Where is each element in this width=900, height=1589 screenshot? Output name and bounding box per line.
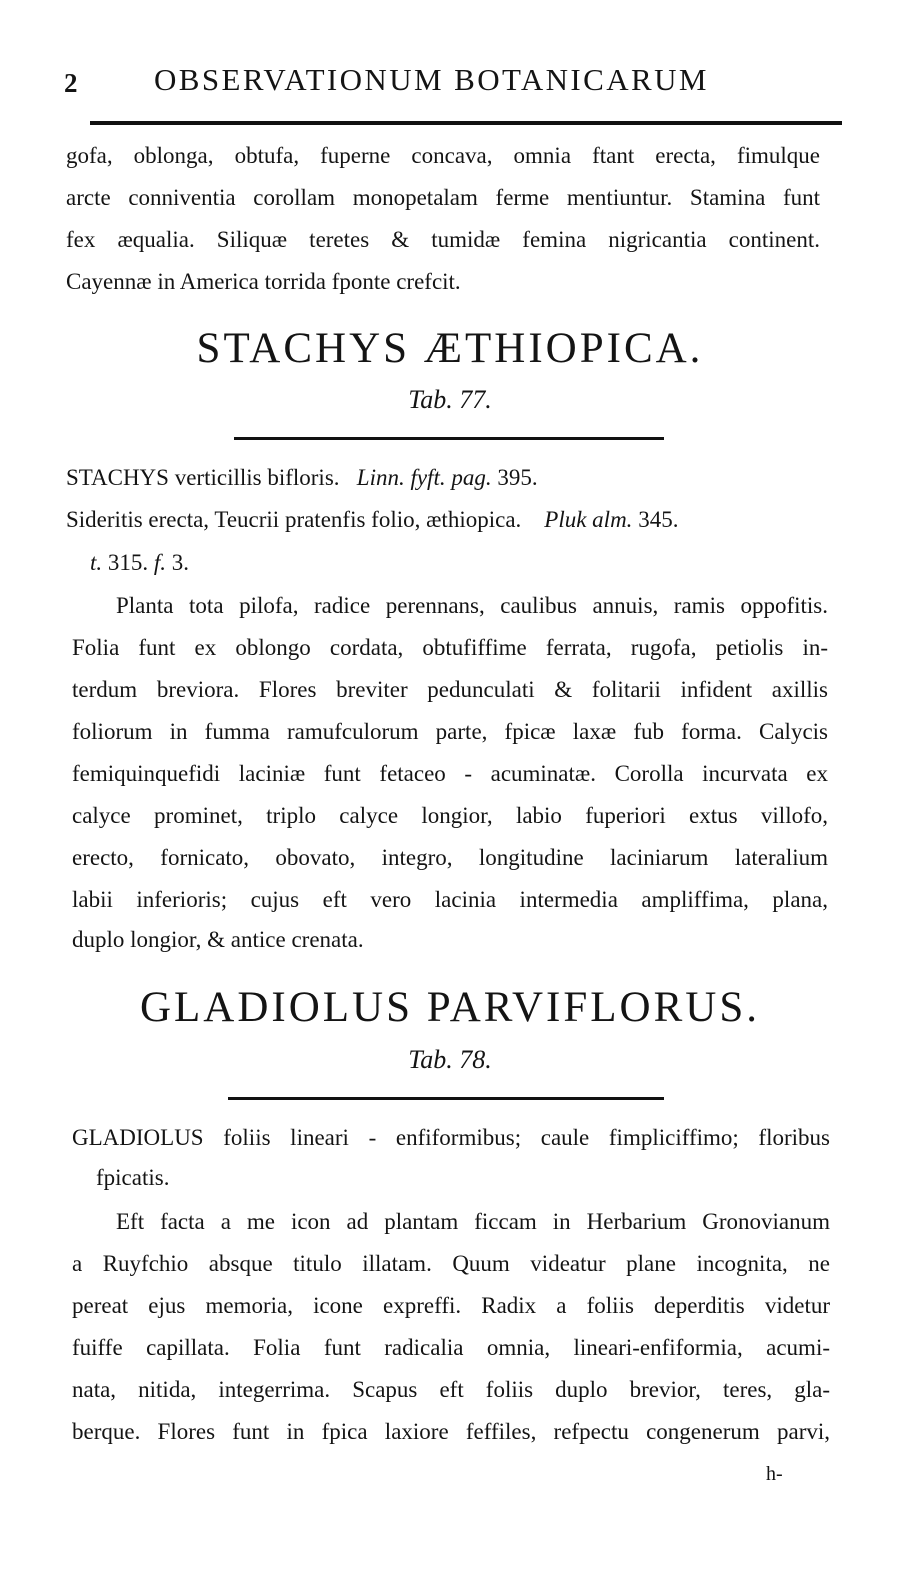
description-line: a Ruyfchio absque titulo illatam. Quum videatur plane incognita, ne — [72, 1251, 830, 1276]
synonym-reference: Pluk alm. — [544, 507, 633, 532]
synonym-figure: 3. — [171, 550, 190, 575]
description-line: foliorum in fumma ramufculorum parte, fpicæ laxæ fub forma. Calycis — [72, 719, 828, 744]
description-line: calyce prominet, triplo calyce longior, labio fuperiori extus villofo, — [72, 803, 828, 828]
description-line: erecto, fornicato, obovato, integro, longitudine laciniarum lateralium — [72, 845, 828, 870]
diagnosis-line: GLADIOLUS foliis lineari - enfiformibus; caule fimpliciffimo; floribus — [72, 1125, 830, 1150]
synonym-text: STACHYS verticillis bifloris. — [66, 465, 340, 490]
description-line: pereat ejus memoria, icone expreffi. Radix a foliis deperditis videtur — [72, 1293, 830, 1318]
synonym-page: 345. — [638, 507, 679, 532]
description-line: labii inferioris; cujus eft vero lacinia intermedia ampliffima, plana, — [72, 887, 828, 912]
intro-line: fex æqualia. Siliquæ teretes & tumidæ femina nigricantia continent. — [66, 227, 820, 252]
synonym-reference: Linn. fyft. pag. — [356, 465, 492, 490]
page-number: 2 — [64, 68, 78, 98]
description-line: Eft facta a me icon ad plantam ficcam in Herbarium Gronovianum — [116, 1209, 830, 1234]
synonym-line — [90, 548, 189, 578]
section-title-gladiolus: GLADIOLUS PARVIFLORUS. — [139, 984, 761, 1031]
tab-label-78: Tab. 78. — [408, 1045, 492, 1074]
description-line: Planta tota pilofa, radice perennans, caulibus annuis, ramis oppofitis. — [116, 593, 828, 618]
synonym-page: 395. — [497, 465, 538, 490]
description-line: terdum breviora. Flores breviter pedunculati & folitarii infident axillis — [72, 677, 828, 702]
description-line: duplo longior, & antice crenata. — [72, 927, 364, 952]
intro-line: arcte conniventia corollam monopetalam ferme mentiuntur. Stamina funt — [66, 185, 820, 210]
synonym-text: Sideritis erecta, Teucrii pratenfis folio, æthiopica. — [66, 507, 522, 532]
synonym-reference: f. — [153, 550, 167, 575]
synonym-line — [66, 463, 538, 493]
description-line: berque. Flores funt in fpica laxiore feffiles, refpectu congenerum parvi, — [72, 1419, 830, 1444]
header-rule — [90, 121, 842, 125]
catchword: h- — [766, 1463, 783, 1485]
intro-line: gofa, oblonga, obtufa, fuperne concava, omnia ftant erecta, fimulque — [66, 143, 820, 168]
synonym-line — [66, 505, 678, 535]
description-line: Folia funt ex oblongo cordata, obtufiffime ferrata, rugofa, petiolis in- — [72, 635, 828, 660]
tab-label-77: Tab. 77. — [408, 385, 492, 414]
section-rule — [228, 1097, 664, 1100]
page-header — [62, 62, 842, 106]
description-line: femiquinquefidi laciniæ funt fetaceo - acuminatæ. Corolla incurvata ex — [72, 761, 828, 786]
section-rule — [234, 437, 664, 440]
intro-line: Cayennæ in America torrida fponte crefcit. — [66, 269, 461, 294]
description-line: nata, nitida, integerrima. Scapus eft foliis duplo brevior, teres, gla- — [72, 1377, 830, 1402]
description-line: fuiffe capillata. Folia funt radicalia omnia, lineari-enfiformia, acumi- — [72, 1335, 830, 1360]
diagnosis-line: fpicatis. — [96, 1165, 170, 1190]
synonym-plate: 315. — [107, 550, 149, 575]
section-title-stachys: STACHYS ÆTHIOPICA. — [196, 325, 704, 372]
running-title: OBSERVATIONUM BOTANICARUM — [154, 62, 709, 97]
synonym-reference: t. — [90, 550, 103, 575]
